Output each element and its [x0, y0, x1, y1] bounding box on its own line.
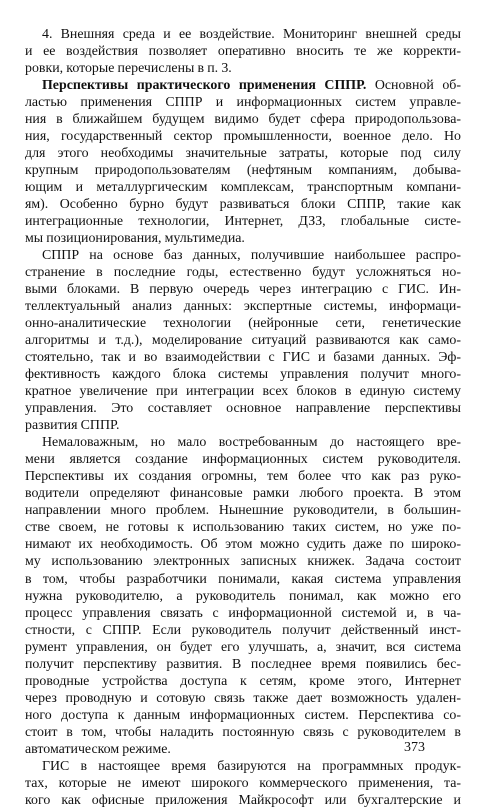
text-line: для этого необходимы значительные затраты, которые под силу — [25, 146, 461, 162]
text-line: крупным природопользователям (нефтяным компаниям, добыва- — [25, 163, 461, 179]
text-line: ГИС в настоящее время базируются на программных продук- — [42, 758, 461, 774]
text-line: ровки, которые перечислены в п. 3. — [25, 61, 232, 77]
page-body — [25, 26, 461, 809]
text-line: через проводную и сотовую связь также дает возможность удален- — [25, 690, 461, 706]
text-line: нимают их необходимость. Об этом можно судить даже по широко- — [25, 537, 461, 553]
text-line: алгоритмы и т.д.), моделирование ситуаций развиваются как само- — [25, 333, 461, 349]
text-line: теллектуальный анализ данных: экспертные системы, информаци- — [25, 299, 461, 315]
text-line: выми блоками. В первую очередь через интеграцию с ГИС. Ин- — [25, 282, 461, 298]
text-fragment: Основной об- — [366, 78, 461, 94]
text-line: ющим и металлургическим комплексам, транспортным компани- — [25, 180, 461, 196]
text-line: ям). Особенно бурно будут развиваться блоки СППР, такие как — [25, 197, 461, 213]
text-line: 4. Внешняя среда и ее воздействие. Мониторинг внешней среды — [42, 27, 461, 42]
text-line: мы позиционирования, мультимедиа. — [25, 231, 245, 247]
text-line: ния в ближайшем будущем видимо будет сфера природопользова- — [25, 112, 461, 128]
page-number: 373 — [404, 740, 425, 755]
text-line: стоятельно, так и во взаимодействии с ГИС и базами данных. Эф- — [25, 350, 461, 366]
paragraph-3 — [25, 247, 461, 434]
text-line: автоматическом режиме. — [25, 741, 171, 757]
text-line: управления. Это составляет основное направление перспективы — [25, 401, 461, 417]
paragraph-5 — [25, 758, 461, 809]
paragraph-4 — [25, 434, 461, 757]
text-line: румент управления, он будет его улучшать, а, значит, вся система — [25, 639, 461, 655]
text-line: тах, которые не имеют широкого коммерческого применения, та- — [25, 775, 461, 791]
text-line: развития СППР. — [25, 418, 120, 434]
text-line: Перспективы их создания огромны, тем более что как раз руко- — [25, 469, 461, 485]
text-line: стности, с СППР. Если руководитель получит действенный инст- — [25, 622, 461, 638]
text-line: мени является создание информационных систем руководителя. — [25, 452, 461, 468]
text-line — [25, 77, 461, 94]
text-line: ластью применения СППР и информационных систем управле- — [25, 95, 461, 111]
text-line: онно-аналитические технологии (нейронные сети, генетические — [25, 316, 461, 332]
text-line: процесс управления связать с информационной системой и, в ча- — [25, 605, 461, 621]
text-line: стоит в том, чтобы наладить постоянную связь с руководителем в — [25, 724, 461, 740]
text-line: ния, государственный сектор промышленности, военное дело. Но — [25, 129, 461, 145]
paragraph-2 — [25, 77, 461, 247]
text-line: фективность каждого блока системы управления получит много- — [25, 367, 461, 383]
text-line: Немаловажным, но мало востребованным до настоящего вре- — [42, 435, 461, 451]
section-heading: Перспективы практического применения СППР. — [42, 78, 367, 94]
text-line: получит перспективу развития. В последнее время появились бес- — [25, 656, 461, 672]
text-block — [25, 26, 461, 809]
text-line: интеграционные технологии, Интернет, ДЗЗ, глобальные систе- — [25, 214, 461, 230]
text-line: направлении много проблем. Нынешние руководители, в большин- — [25, 503, 461, 519]
text-line: водители определяют финансовые рамки любого проекта. В этом — [25, 486, 461, 502]
text-line: проводные устройства доступа к сетям, кроме этого, Интернет — [25, 673, 461, 689]
text-line: в том, чтобы разработчики понимали, какая система управления — [25, 571, 461, 587]
paragraph-1 — [25, 26, 461, 77]
text-line: кого как офисные приложения Майкрософт или бухгалтерские и — [25, 792, 461, 808]
text-line: и ее воздействия позволяет оперативно вносить те же корректи- — [25, 44, 461, 60]
text-line: ного доступа к данным информационных систем. Перспектива со- — [25, 707, 461, 723]
text-line: нужна руководителю, а руководитель понимал, как можно его — [25, 588, 461, 604]
text-line: странение в последние годы, естественно будут усложняться но- — [25, 265, 461, 281]
text-line: му использованию электронных записных книжек. Задача состоит — [25, 554, 461, 570]
text-line: кратное увеличение при интеграции всех блоков в единую систему — [25, 384, 461, 400]
text-line: СППР на основе баз данных, получившие наибольшее распро- — [42, 248, 461, 264]
text-line: стве своем, не готовы к использованию таких систем, но уже по- — [25, 520, 461, 536]
